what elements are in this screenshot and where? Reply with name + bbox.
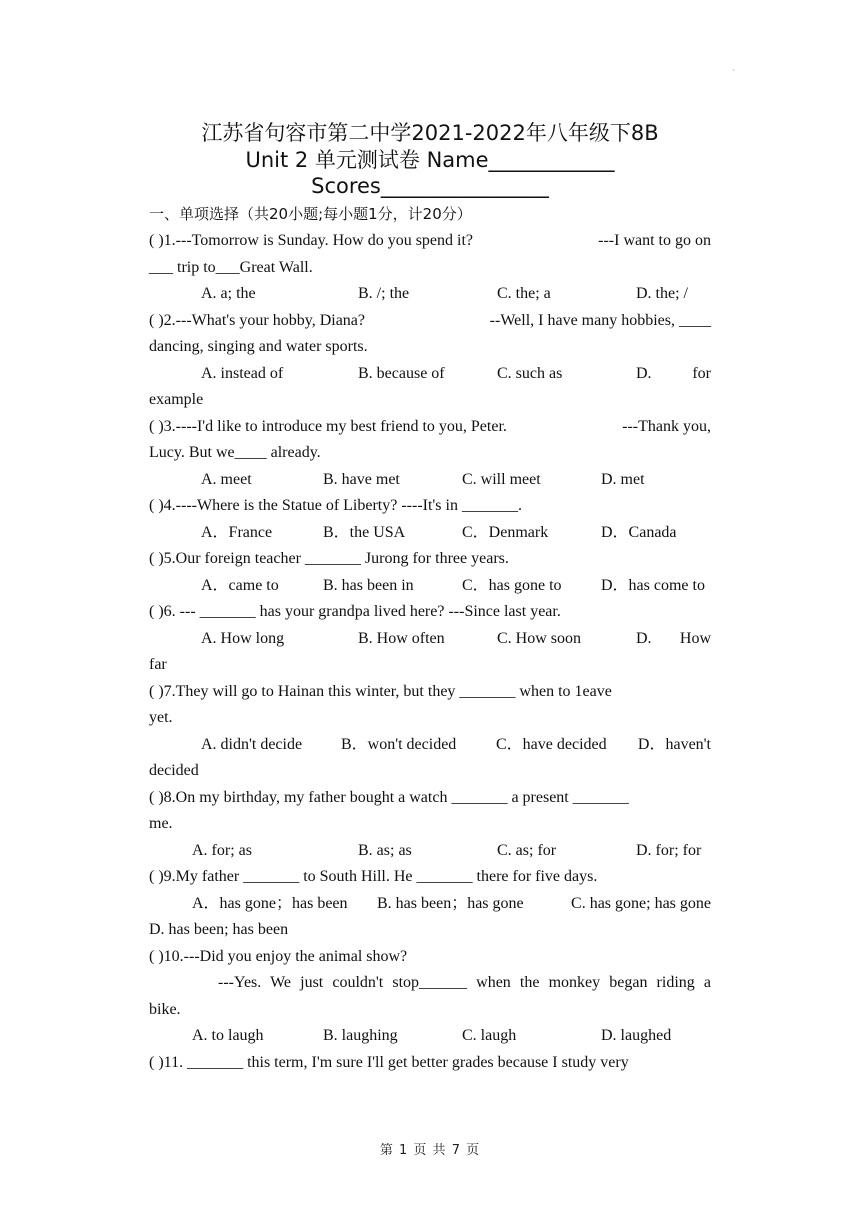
option-b: B．won't decided xyxy=(341,735,457,753)
q6-options xyxy=(149,626,711,653)
q6-options-continued: far xyxy=(149,656,167,673)
q3-stem: ( )3.----I'd like to introduce my best friend to you, Peter. xyxy=(149,417,507,435)
q3-answer: ---Thank you, xyxy=(622,417,711,435)
option-c: C. has gone; has gone xyxy=(571,894,711,912)
q4-options xyxy=(149,520,711,547)
option-d-text: for xyxy=(692,364,711,382)
q1-answer: ---I want to go on xyxy=(598,232,711,249)
option-b: B. have met xyxy=(323,470,400,488)
option-d: D．Canada xyxy=(601,523,677,541)
option-c: C．have decided xyxy=(496,735,607,753)
q5-line: ( )5.Our foreign teacher _______ Jurong for three years. xyxy=(149,550,509,567)
option-a: A. for; as xyxy=(192,841,252,859)
q1-line xyxy=(149,228,711,255)
q10-options xyxy=(149,1023,711,1050)
question-list xyxy=(149,228,711,1076)
q1-stem: ( )1.---Tomorrow is Sunday. How do you spend it? xyxy=(149,232,474,249)
q2-options xyxy=(149,361,711,388)
option-d: D. met xyxy=(601,470,645,488)
q10-continued: bike. xyxy=(149,1000,181,1018)
option-b: B．the USA xyxy=(323,523,406,541)
q3-options xyxy=(149,467,711,494)
title-line-1: 江苏省句容市第二中学2021-2022年八年级下8B xyxy=(201,121,659,145)
q5-options xyxy=(149,573,711,600)
option-d: D. for; for xyxy=(636,841,702,859)
option-d-text: How xyxy=(679,629,711,647)
q7-options xyxy=(149,732,711,759)
q11-line: ( )11. _______ this term, I'm sure I'll get better grades because I study very xyxy=(149,1053,629,1071)
option-d: D．haven't xyxy=(637,735,711,753)
option-d: D. xyxy=(636,629,652,647)
option-a: A. to laugh xyxy=(192,1027,264,1044)
option-a: A．France xyxy=(201,523,273,541)
title-line-3: Scores________________ xyxy=(311,174,549,198)
q8-line: ( )8.On my birthday, my father bought a watch _______ a present _______ xyxy=(149,788,629,806)
option-b: B. as; as xyxy=(358,841,412,859)
q2-options-continued: example xyxy=(149,391,204,408)
option-d: D. the; / xyxy=(636,285,688,302)
option-c: C．has gone to xyxy=(462,576,562,594)
option-c: C. How soon xyxy=(497,629,582,647)
option-c: C. such as xyxy=(497,364,563,382)
option-c: C. as; for xyxy=(497,841,557,859)
q10-line: ( )10.---Did you enjoy the animal show? xyxy=(149,947,408,965)
q7-continued: yet. xyxy=(149,709,173,726)
q1-options xyxy=(149,281,711,308)
q4-line: ( )4.----Where is the Statue of Liberty? ----It's in _______. xyxy=(149,497,522,514)
option-a: A. meet xyxy=(201,470,252,488)
q7-options-continued: decided xyxy=(149,762,199,779)
option-b: B. /; the xyxy=(358,285,410,302)
q8-options xyxy=(149,838,711,865)
option-d: D．has come to xyxy=(601,576,705,594)
q3-continued: Lucy. But we____ already. xyxy=(149,444,321,461)
option-b: B. has been in xyxy=(323,576,414,594)
q2-answer: --Well, I have many hobbies, ____ xyxy=(489,311,711,329)
option-d: D. laughed xyxy=(601,1027,672,1044)
option-d: D. xyxy=(636,364,652,382)
option-a: A. a; the xyxy=(201,285,256,302)
q2-stem: ( )2.---What's your hobby, Diana? xyxy=(149,311,365,329)
q9-option-d: D. has been; has been xyxy=(149,921,289,938)
option-a: A. instead of xyxy=(201,364,284,382)
q10-answer xyxy=(149,970,711,997)
q3-line xyxy=(149,414,711,441)
q9-line: ( )9.My father _______ to South Hill. He _______ there for five days. xyxy=(149,868,598,885)
section-heading: 一、单项选择（共20小题;每小题1分，计20分） xyxy=(149,205,472,223)
q6-line: ( )6. --- _______ has your grandpa lived here? ---Since last year. xyxy=(149,603,561,620)
option-a: A. didn't decide xyxy=(201,735,303,753)
option-c: C. laugh xyxy=(462,1027,517,1044)
option-a: A. How long xyxy=(201,629,285,647)
q8-continued: me. xyxy=(149,815,173,832)
option-c: C. will meet xyxy=(462,470,541,488)
option-a: A．came to xyxy=(201,576,279,594)
option-c: C．Denmark xyxy=(462,523,549,541)
q1-continued: ___ trip to___Great Wall. xyxy=(149,258,313,276)
header-mark: · xyxy=(732,66,735,75)
option-b: B. because of xyxy=(358,364,445,382)
q9-options xyxy=(149,891,711,918)
title-line-2: Unit 2 单元测试卷 Name____________ xyxy=(245,148,615,172)
option-c: C. the; a xyxy=(497,285,551,302)
option-b: B. laughing xyxy=(323,1027,398,1044)
q2-line xyxy=(149,308,711,335)
page-footer: 第 1 页 共 7 页 xyxy=(379,1143,481,1158)
q10-answer-text: ---Yes. We just couldn't stop______ when the monkey began riding a xyxy=(218,974,711,991)
q2-continued: dancing, singing and water sports. xyxy=(149,338,368,355)
option-b: B. How often xyxy=(358,629,445,647)
option-a: A．has gone；has been xyxy=(192,894,348,912)
q7-line: ( )7.They will go to Hainan this winter, but they _______ when to 1eave xyxy=(149,682,612,700)
option-b: B. has been；has gone xyxy=(377,894,524,912)
